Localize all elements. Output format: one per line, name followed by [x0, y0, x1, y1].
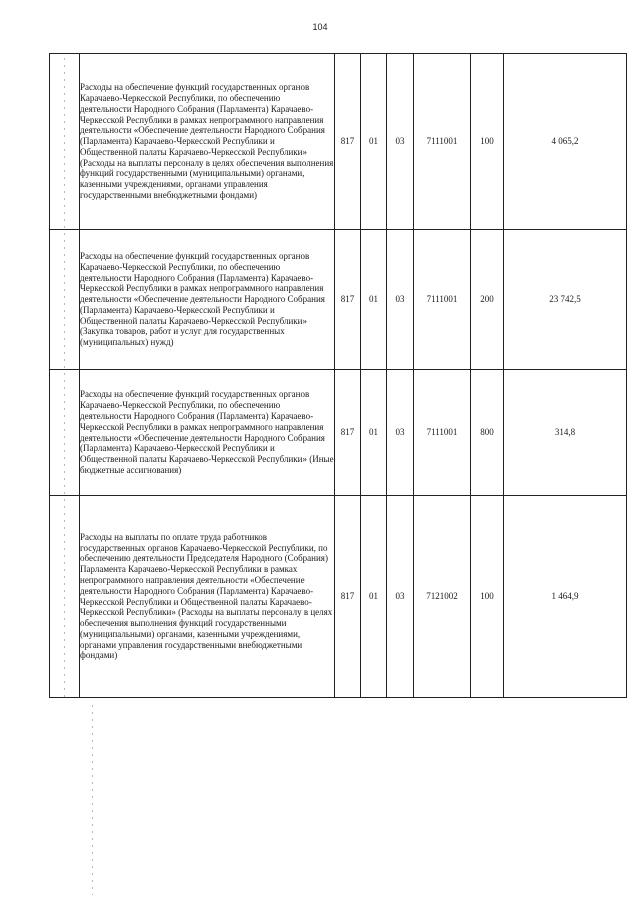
expense-name-cell: Расходы на обеспечение функций государственных органов Карачаево-Черкесской Республики, по обеспечению деятельности Народного Собрания (Парламента) Карачаево-Черкесской Республики в рамках непрограммного направления деятельности «Обеспечение деятельности Народного Собрания (Парламента) Карачаево-Черкесской Республики и Общественной палаты Карачаево-Черкесской Республики» (Иные бюджетные ассигнования) — [80, 370, 335, 496]
budget-table — [49, 53, 627, 698]
ministry-code-cell: 817 — [335, 496, 361, 698]
ministry-code-cell: 817 — [335, 54, 361, 230]
expense-kind-cell: 800 — [471, 370, 504, 496]
ministry-code-cell: 817 — [335, 370, 361, 496]
table-row — [50, 54, 627, 230]
subsection-cell: 03 — [387, 54, 414, 230]
subsection-cell: 03 — [387, 370, 414, 496]
blank-cell — [50, 54, 80, 230]
page-number: 104 — [312, 22, 328, 32]
blank-cell — [50, 370, 80, 496]
scan-margin-line — [92, 705, 93, 895]
section-cell: 01 — [361, 54, 387, 230]
target-article-cell: 7121002 — [414, 496, 471, 698]
expense-kind-cell: 200 — [471, 230, 504, 370]
section-cell: 01 — [361, 230, 387, 370]
blank-cell — [50, 496, 80, 698]
expense-name-cell: Расходы на обеспечение функций государственных органов Карачаево-Черкесской Республики, по обеспечению деятельности Народного Собрания (Парламента) Карачаево-Черкесской Республики в рамках непрограммного направления деятельности «Обеспечение деятельности Народного Собрания (Парламента) Карачаево-Черкесской Республики и Общественной палаты Карачаево-Черкесской Республики» (Расходы на выплаты персоналу в целях обеспечения выполнения функций государственными (муниципальными) органами, казенными учреждениями, органами управления государственными внебюджетными фондами) — [80, 54, 335, 230]
target-article-cell: 7111001 — [414, 230, 471, 370]
target-article-cell: 7111001 — [414, 54, 471, 230]
expense-name-cell: Расходы на выплаты по оплате труда работников государственных органов Карачаево-Черкесской Республики, по обеспечению деятельности Председателя Народного (Собрания) Парламента Карачаево-Черкесской Республики в рамках непрограммного направления деятельности «Обеспечение деятельности Народного Собрания (Парламента) Карачаево-Черкесской Республики и Общественной палаты Карачаево-Черкесской Республики» (Расходы на выплаты персоналу в целях обеспечения выполнения функций государственными (муниципальными) органами, казенными учреждениями, органами управления государственными внебюджетными фондами) — [80, 496, 335, 698]
subsection-cell: 03 — [387, 496, 414, 698]
amount-cell: 23 742,5 — [504, 230, 627, 370]
amount-cell: 314,8 — [504, 370, 627, 496]
table-row — [50, 230, 627, 370]
section-cell: 01 — [361, 496, 387, 698]
blank-cell — [50, 230, 80, 370]
amount-cell: 1 464,9 — [504, 496, 627, 698]
amount-cell: 4 065,2 — [504, 54, 627, 230]
ministry-code-cell: 817 — [335, 230, 361, 370]
table-row — [50, 370, 627, 496]
expense-name-cell: Расходы на обеспечение функций государственных органов Карачаево-Черкесской Республики, по обеспечению деятельности Народного Собрания (Парламента) Карачаево-Черкесской Республики в рамках непрограммного направления деятельности «Обеспечение деятельности Народного Собрания (Парламента) Карачаево-Черкесской Республики и Общественной палаты Карачаево-Черкесской Республики» (Закупка товаров, работ и услуг для государственных (муниципальных) нужд) — [80, 230, 335, 370]
target-article-cell: 7111001 — [414, 370, 471, 496]
expense-kind-cell: 100 — [471, 54, 504, 230]
subsection-cell: 03 — [387, 230, 414, 370]
expense-kind-cell: 100 — [471, 496, 504, 698]
table-row — [50, 496, 627, 698]
section-cell: 01 — [361, 370, 387, 496]
